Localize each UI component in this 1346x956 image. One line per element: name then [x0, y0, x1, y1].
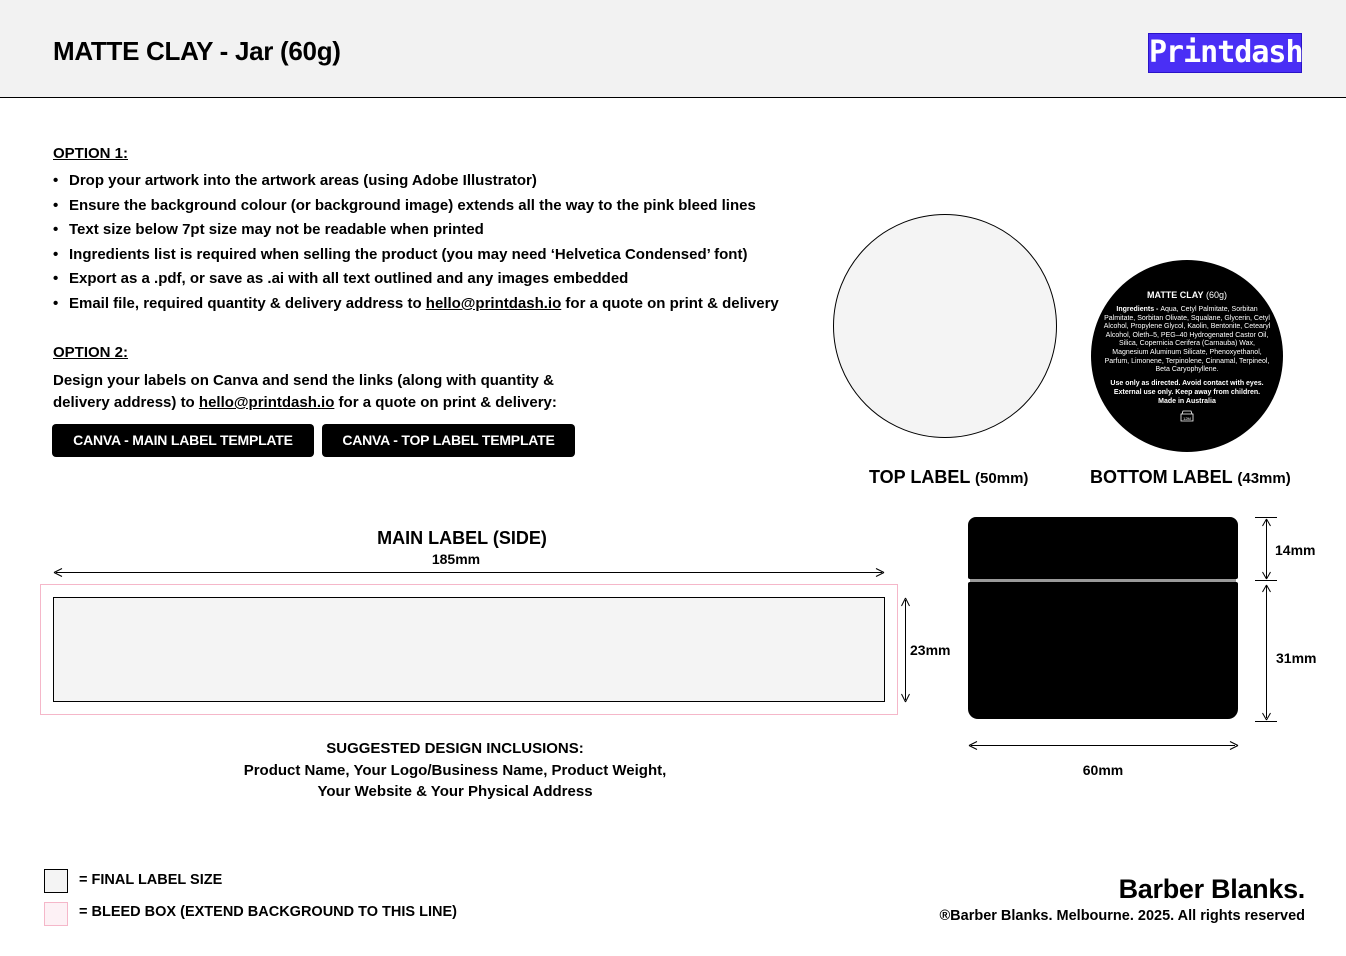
- jar-width-line: [971, 745, 1235, 746]
- suggested-line: Product Name, Your Logo/Business Name, Product Weight,: [243, 761, 667, 779]
- main-label-final-area: [53, 597, 885, 702]
- bottom-label-title: BOTTOM LABEL: [1090, 467, 1233, 487]
- arrow-up-icon: [1261, 518, 1272, 527]
- option1-list: [53, 169, 779, 317]
- option2-heading: OPTION 2:: [53, 344, 129, 361]
- width-dimension-line: [56, 572, 882, 573]
- main-label-width: 185mm: [431, 551, 481, 567]
- option1-bullet: • Ensure the background colour (or background image) extends all the way to the pink bleed lines: [53, 194, 779, 219]
- top-label-title: TOP LABEL: [869, 467, 971, 487]
- email-line-suffix: for a quote on print & delivery: [561, 294, 779, 312]
- jar-body: [968, 582, 1238, 719]
- arrow-up-icon: [900, 597, 911, 607]
- option2-line1: Design your labels on Canva and send the links (along with quantity &: [53, 372, 554, 389]
- arrow-up-icon: [1261, 584, 1272, 593]
- option1-bullet: • Text size below 7pt size may not be readable when printed: [53, 218, 779, 243]
- jar-lid: [968, 517, 1238, 579]
- option1-bullet: • Drop your artwork into the artwork areas (using Adobe Illustrator): [53, 169, 779, 194]
- email-line-prefix: Email file, required quantity & delivery address to: [69, 294, 426, 312]
- body-bottom-tick: [1255, 721, 1277, 722]
- height-dimension-line: [905, 600, 906, 700]
- arrow-down-icon: [1261, 571, 1272, 580]
- email-link[interactable]: hello@printdash.io: [425, 294, 562, 312]
- jar-lid-height: 14mm: [1275, 542, 1316, 558]
- top-label-area: [833, 214, 1057, 438]
- legend-final-text: = FINAL LABEL SIZE: [79, 872, 223, 888]
- bottom-label-caption: [1090, 467, 1291, 488]
- lid-dimension-line: [1266, 520, 1267, 578]
- top-label-size: (50mm): [975, 470, 1029, 487]
- bottom-label-usage: Use only as directed. Avoid contact with eyes. External use only. Keep away from children.: [1110, 379, 1264, 396]
- bottom-label-made-in: Made in Australia: [1158, 397, 1216, 405]
- arrow-right-icon: [875, 567, 885, 578]
- option1-bullet-email: [53, 292, 779, 317]
- legend-bleed-swatch: [44, 902, 68, 926]
- bottom-label-product-name: [1091, 290, 1283, 300]
- option2-line2: [53, 392, 613, 414]
- suggested-heading: SUGGESTED DESIGN INCLUSIONS:: [326, 740, 584, 757]
- option1-bullet: • Ingredients list is required when selling the product (you may need ‘Helvetica Condensed’ font): [53, 243, 779, 268]
- page-title: MATTE CLAY - Jar (60g): [53, 36, 341, 66]
- canva-main-template-button[interactable]: CANVA - MAIN LABEL TEMPLATE: [52, 424, 314, 457]
- ingredients-text: Aqua, Cetyl Palmitate, Sorbitan Palmitate, Sorbitan Olivate, Squalane, Glycerin, Cetyl Alcohol, Propylene Glycol, Kaolin, Bentonite, Cetearyl Alcohol, Oleth–5, PEG–40 Hydrogenated Castor Oil, Silica, Copernicia Cerifera (Carnauba) Wax, Magnesium Aluminum Silicate, Phenoxyethanol, Parfum, Limonene, Terpinolene, Cinnamal, Terpineol, Beta Caryophyllene.: [1103, 306, 1271, 374]
- suggested-inclusions: [205, 738, 705, 803]
- bottom-label-sample: [1091, 260, 1283, 452]
- body-dimension-line: [1266, 586, 1267, 718]
- option2-line2-suffix: for a quote on print & delivery:: [334, 394, 557, 411]
- sample-title: MATTE CLAY: [1146, 290, 1204, 300]
- legend-final-swatch: [44, 869, 68, 893]
- pao-text: 12M: [1183, 415, 1191, 421]
- bottom-label-size: (43mm): [1237, 470, 1291, 487]
- option2-line2-prefix: delivery address) to: [53, 394, 199, 411]
- suggested-line: Your Website & Your Physical Address: [317, 783, 593, 800]
- jar-body-height: 31mm: [1276, 650, 1317, 666]
- canva-top-template-button[interactable]: CANVA - TOP LABEL TEMPLATE: [322, 424, 575, 457]
- pao-icon: [1180, 409, 1194, 421]
- copyright: ®Barber Blanks. Melbourne. 2025. All rights reserved: [939, 908, 1305, 924]
- arrow-left-icon: [968, 740, 978, 751]
- main-label-title: MAIN LABEL (SIDE): [377, 528, 547, 548]
- sample-weight: (60g): [1203, 290, 1228, 300]
- main-label-height: 23mm: [910, 642, 951, 658]
- legend-bleed-text: = BLEED BOX (EXTEND BACKGROUND TO THIS LINE): [79, 904, 457, 920]
- option2-text: [53, 370, 613, 414]
- printdash-logo[interactable]: Printdash: [1148, 33, 1302, 73]
- jar-width: 60mm: [1082, 762, 1124, 778]
- top-label-caption: [869, 467, 1028, 488]
- arrow-down-icon: [1261, 712, 1272, 721]
- lid-bottom-tick: [1255, 580, 1277, 581]
- arrow-right-icon: [1229, 740, 1239, 751]
- arrow-left-icon: [53, 567, 63, 578]
- arrow-down-icon: [900, 693, 911, 703]
- ingredients-label: Ingredients -: [1116, 306, 1161, 313]
- email-link[interactable]: hello@printdash.io: [198, 394, 335, 411]
- option1-bullet: • Export as a .pdf, or save as .ai with all text outlined and any images embedded: [53, 267, 779, 292]
- option1-heading: OPTION 1:: [53, 145, 129, 162]
- bottom-label-ingredients: [1102, 306, 1272, 375]
- brand-name: Barber Blanks.: [1118, 874, 1305, 904]
